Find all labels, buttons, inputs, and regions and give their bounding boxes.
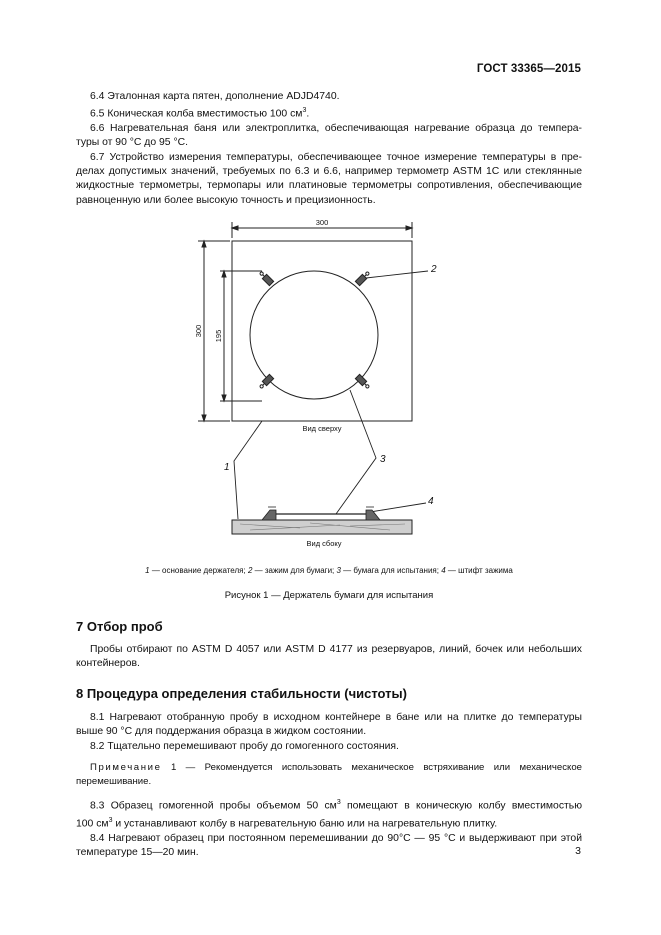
legend-text-3: — бумага для испытания; bbox=[340, 566, 442, 575]
item-8-1-line2: выше 90 °С для поддержания образца в жидком состоянии. bbox=[76, 726, 367, 738]
top-view-label: Вид сверху bbox=[302, 424, 342, 433]
section-8-body bbox=[76, 711, 582, 861]
document-code: ГОСТ 33365—2015 bbox=[476, 63, 581, 75]
dim-circle-label: 195 bbox=[214, 329, 223, 343]
item-6-4: 6.4 Эталонная карта пятен, дополнение ADJD4740. bbox=[90, 91, 340, 102]
clamp-top-left bbox=[258, 270, 273, 285]
dim-height-label: 300 bbox=[194, 324, 203, 338]
section-7-title: 7 Отбор проб bbox=[76, 619, 163, 634]
legend-num-4: 4 bbox=[441, 566, 446, 575]
section-8-title: 8 Процедура определения стабильности (чистоты) bbox=[76, 686, 407, 701]
item-6-5-sup: 3 bbox=[302, 107, 307, 115]
note-1 bbox=[76, 761, 582, 775]
item-8-3-text-b: помещают в коническую колбу вместимостью bbox=[340, 800, 582, 812]
side-view bbox=[232, 507, 412, 534]
note-1-line2: перемешивание. bbox=[76, 776, 152, 788]
note-number: 1 bbox=[170, 761, 177, 773]
item-8-3-sup2: 3 bbox=[108, 817, 113, 825]
item-6-6-line1: 6.6 Нагревательная баня или электроплитка, обеспечивающая нагревание образца до темпера- bbox=[90, 123, 582, 135]
leader-4 bbox=[370, 503, 426, 512]
section-7-line1: Пробы отбирают по ASTM D 4057 или ASTM D 4177 из резервуаров, линий, бочек или небольших bbox=[90, 644, 582, 655]
item-6-7-line2: делах допустимых значений, требуемых по 6.3 и 6.6, например термометр ASTM 1С или стеклянные bbox=[76, 165, 582, 177]
section-7-line2: контейнеров. bbox=[76, 658, 140, 670]
item-8-3-text-c: 100 см bbox=[76, 818, 109, 830]
legend-text-1: — основание держателя; bbox=[149, 566, 248, 575]
item-6-6-line2: туры от 90 °С до 95 °С. bbox=[76, 137, 188, 149]
section-7-body bbox=[76, 643, 582, 672]
section-6-items bbox=[76, 90, 582, 208]
item-8-2: 8.2 Тщательно перемешивают пробу до гомогенного состояния. bbox=[90, 740, 399, 752]
figure-caption: Рисунок 1 — Держатель бумаги для испытания bbox=[224, 590, 434, 601]
legend-num-3: 3 bbox=[336, 566, 341, 575]
clamps bbox=[258, 270, 370, 389]
side-base bbox=[232, 520, 412, 534]
side-view-label: Вид сбоку bbox=[306, 539, 342, 548]
dim-width-arrow-right bbox=[406, 226, 412, 230]
base-square bbox=[232, 241, 412, 421]
figure-drawing bbox=[190, 214, 440, 554]
legend-num-2: 2 bbox=[247, 566, 253, 575]
note-text: — Рекомендуется использовать механическое встряхивание или механическое bbox=[176, 761, 582, 773]
leader-3 bbox=[336, 390, 376, 514]
legend-num-1: 1 bbox=[145, 566, 150, 575]
item-8-4-line1: 8.4 Нагревают образец при постоянном перемешивании до 90°С — 95 °С и выдерживают при этой bbox=[90, 833, 582, 845]
dim-height-arrow-top bbox=[202, 241, 206, 247]
item-8-3-sup1: 3 bbox=[336, 799, 341, 807]
legend-text-2: — зажим для бумаги; bbox=[252, 566, 337, 575]
side-clamp-left bbox=[262, 510, 276, 520]
callout-3: 3 bbox=[380, 454, 386, 465]
item-8-4-line2: температуре 15—20 мин. bbox=[76, 847, 199, 859]
leader-1 bbox=[234, 421, 262, 519]
dim-circle-arrow-bottom bbox=[222, 395, 226, 401]
item-6-7-line4: равноценную или более высокую точность и прецизионность. bbox=[76, 194, 376, 206]
figure-legend bbox=[76, 566, 582, 575]
dim-width-arrow-left bbox=[232, 226, 238, 230]
item-6-5 bbox=[76, 104, 582, 122]
dim-circle-arrow-top bbox=[222, 271, 226, 277]
figure-paper-holder bbox=[190, 214, 440, 554]
dim-height-arrow-bottom bbox=[202, 415, 206, 421]
item-8-1-line1: 8.1 Нагревают отобранную пробу в исходном контейнере в бане или на плитке до температуры bbox=[90, 712, 582, 723]
item-6-5-text: 6.5 Коническая колба вместимостью 100 см bbox=[90, 108, 303, 120]
callout-4: 4 bbox=[428, 496, 434, 507]
item-6-7-line1: 6.7 Устройство измерения температуры, обеспечивающее точное измерение температуры в пре- bbox=[90, 151, 582, 163]
callout-2: 2 bbox=[431, 264, 437, 275]
leader-2 bbox=[366, 271, 428, 278]
note-label: Примечание bbox=[90, 761, 162, 773]
item-8-3-line2 bbox=[76, 814, 582, 832]
side-clamp-right bbox=[366, 510, 380, 520]
page-number: 3 bbox=[575, 845, 581, 857]
item-6-5-tail: . bbox=[306, 108, 310, 120]
dim-width-label: 300 bbox=[315, 218, 329, 227]
item-6-7-line3: жидкостные термометры, термопары или платиновые термометры сопротивления, обеспечивающие bbox=[76, 180, 582, 192]
item-8-3-line1 bbox=[76, 796, 582, 814]
legend-text-4: — штифт зажима bbox=[445, 566, 513, 575]
callout-1: 1 bbox=[224, 462, 230, 473]
item-8-3-text-d: и устанавливают колбу в нагревательную баню или на нагревательную плитку. bbox=[112, 818, 498, 830]
item-8-3-text-a: 8.3 Образец гомогенной пробы объемом 50 см bbox=[90, 800, 337, 812]
